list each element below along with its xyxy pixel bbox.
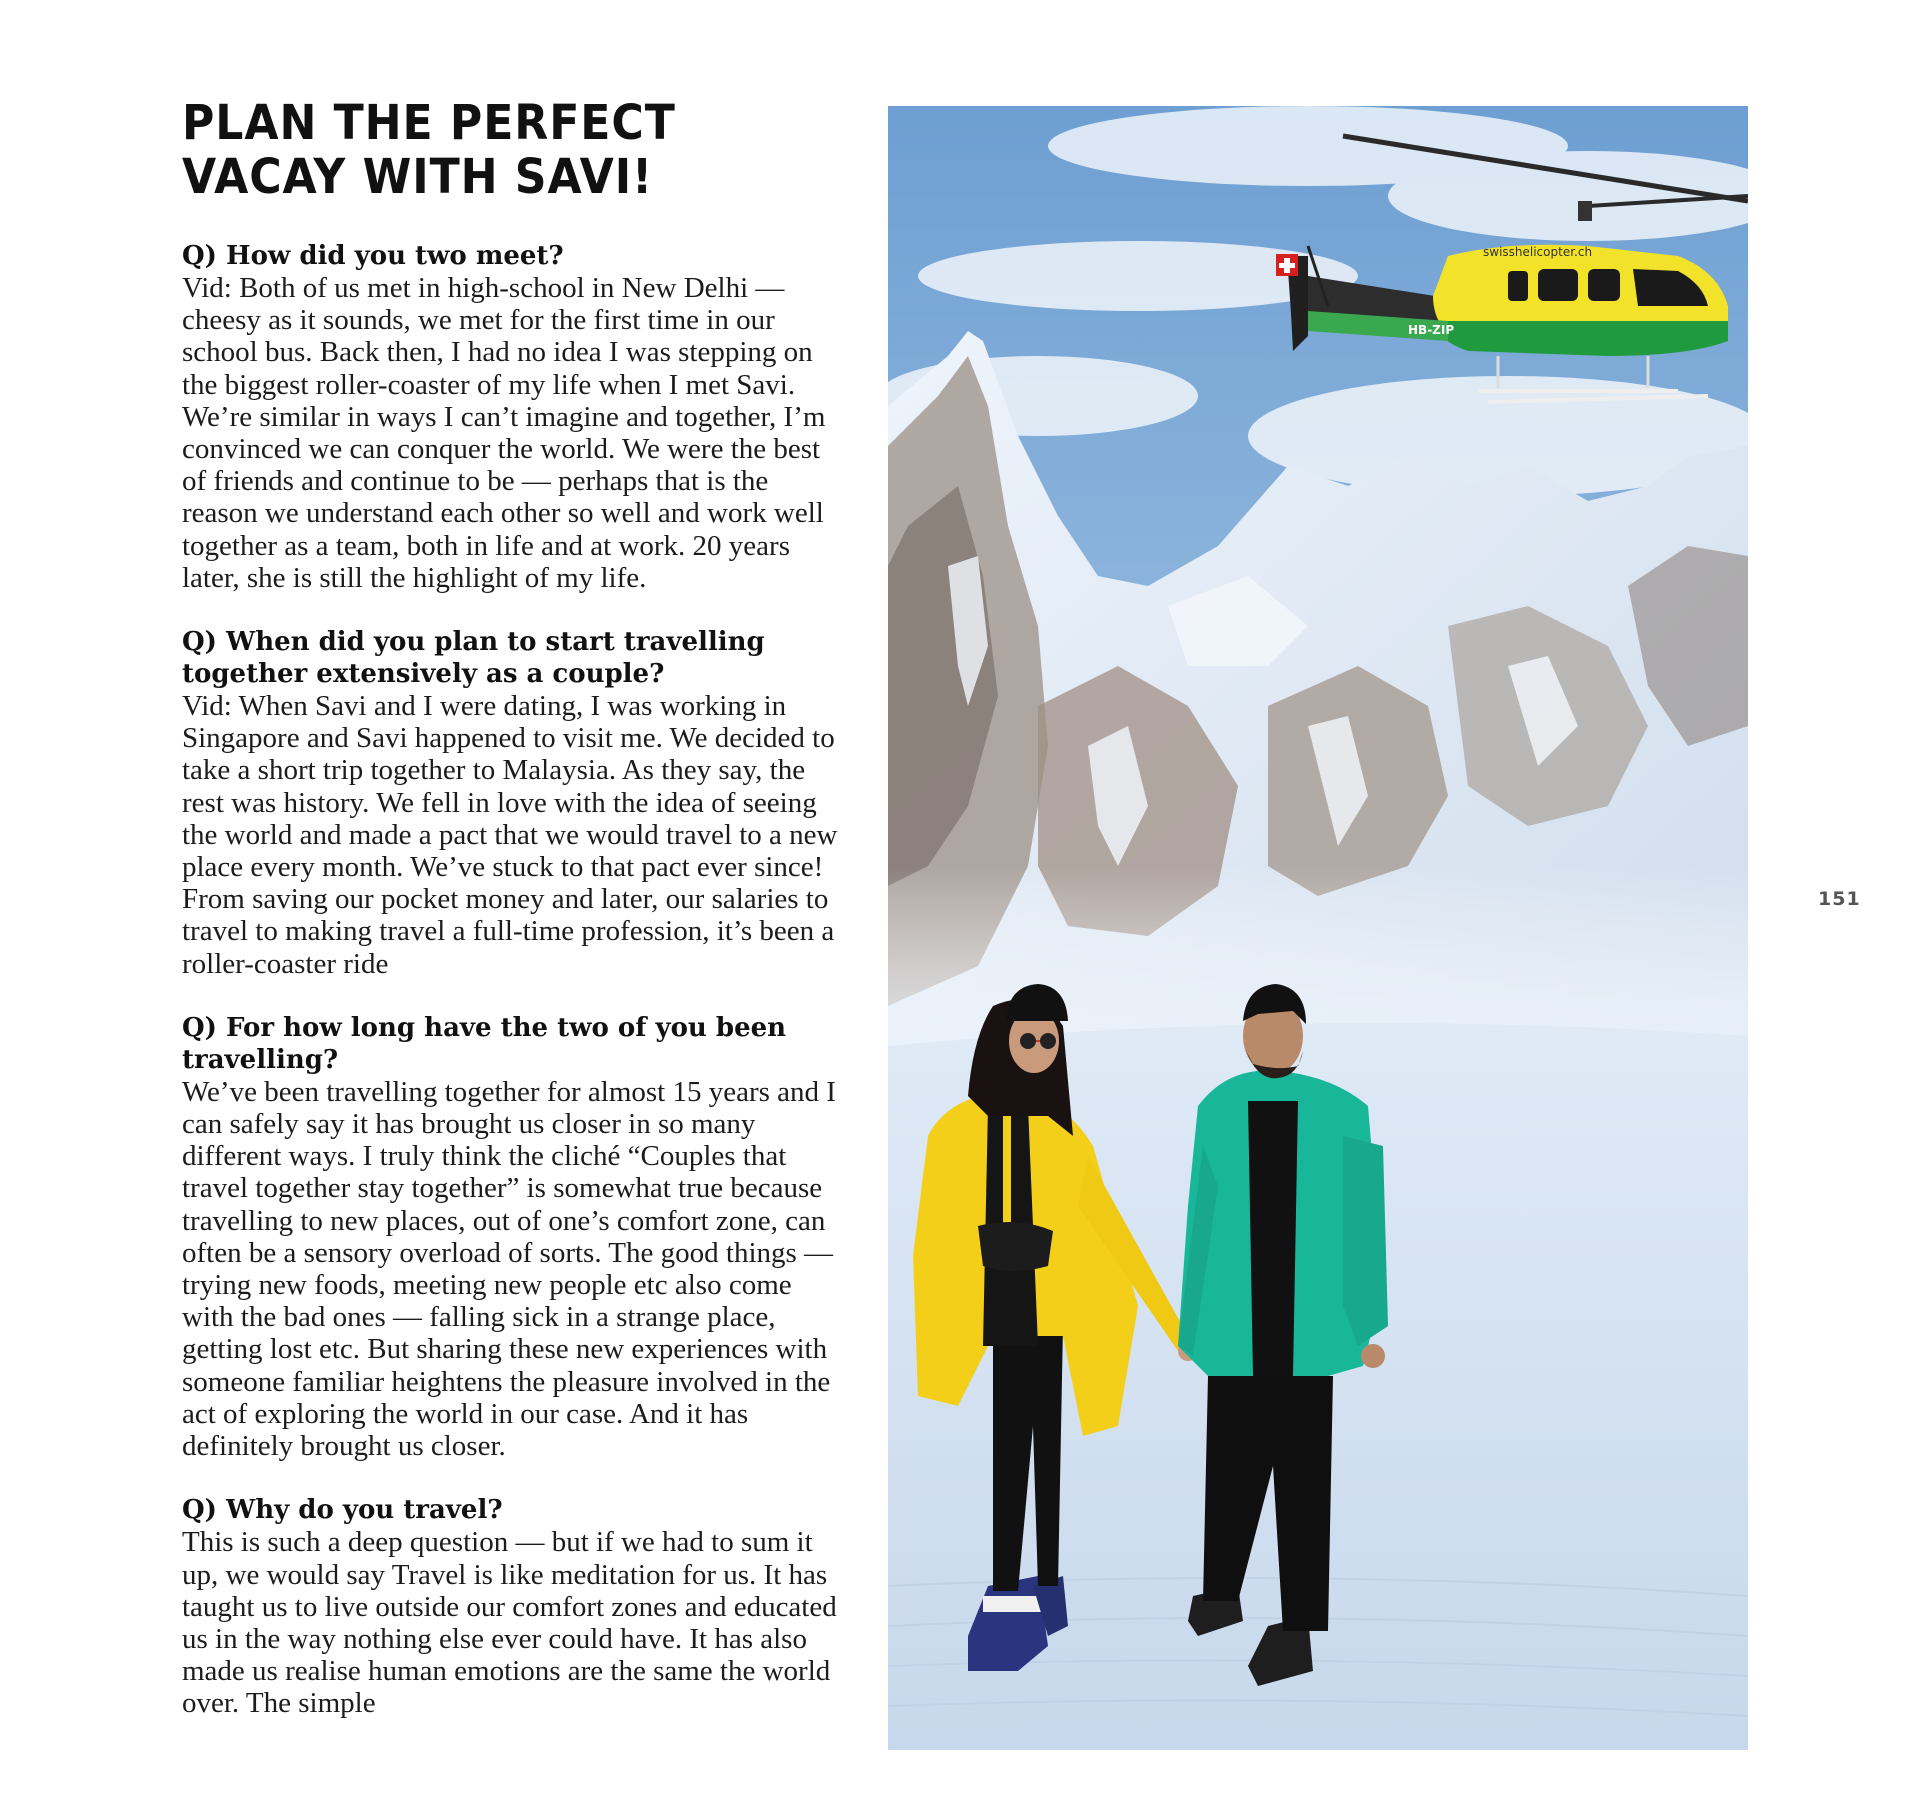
answer-paragraph: Vid: When Savi and I were dating, I was working in Singapore and Savi happened to visit me. We decided to take a short trip together to Malaysia. As they say, the rest was history. We fell in love with the idea of seeing the world and made a pact that we would travel to a new place every month. We’ve stuck to that pact ever since! From saving our pocket money and later, our salaries to travel to making travel a full-time profession, it’s been a roller-coaster ride [182, 690, 838, 980]
question-heading: Q) How did you two meet? [182, 241, 564, 271]
answer-paragraph: We’ve been travelling together for almost 15 years and I can safely say it has brought us closer in so many different ways. I truly think the cliché “Couples that travel together stay together” is somewhat true because travelling to new places, out of one’s comfort zone, can often be a sensory overload of sorts. The good things — trying new foods, meeting new people etc also come with the bad ones — falling sick in a strange place, getting lost etc. But sharing these new experiences with someone familiar heightens the pleasure involved in the act of exploring the world in our case. And it has definitely brought us closer. [182, 1075, 836, 1463]
question-heading: Q) For how long have the two of you been travelling? [182, 1012, 787, 1075]
qa-block [182, 1012, 842, 1462]
qa-block [182, 626, 842, 980]
article-body [182, 240, 842, 1800]
helicopter-registration: HB-ZIP [1408, 323, 1455, 337]
page-title: PLAN THE PERFECT VACAY WITH SAVI! [182, 95, 676, 205]
page-number: 151 [1818, 888, 1861, 910]
question-heading: Q) Why do you travel? [182, 1495, 503, 1526]
answer-paragraph: This is such a deep question — but if we had to sum it up, we would say Travel is like meditation for us. It has taught us to live outside our comfort zones and educated us in the way nothing else ever could have. It has also made us realise human emotions are the same the world over. The simple [182, 1526, 837, 1720]
helicopter-livery-text: swisshelicopter.ch [1483, 245, 1593, 259]
answer-paragraph: Vid: Both of us met in high-school in New Delhi — cheesy as it sounds, we met for the first time in our school bus. Back then, I had no idea I was stepping on the biggest roller-coaster of my life when I met Savi. We’re similar in ways I can’t imagine and together, I’m convinced we can conquer the world. We were the best of friends and continue to be — perhaps that is the reason we understand each other so well and work well together as a team, both in life and at work. 20 years later, she is still the highlight of my life. [182, 272, 826, 594]
qa-block [182, 240, 842, 594]
qa-block [182, 1494, 842, 1719]
question-heading: Q) When did you plan to start travelling together extensively as a couple? [182, 627, 765, 690]
couple-photo [888, 106, 1748, 1750]
